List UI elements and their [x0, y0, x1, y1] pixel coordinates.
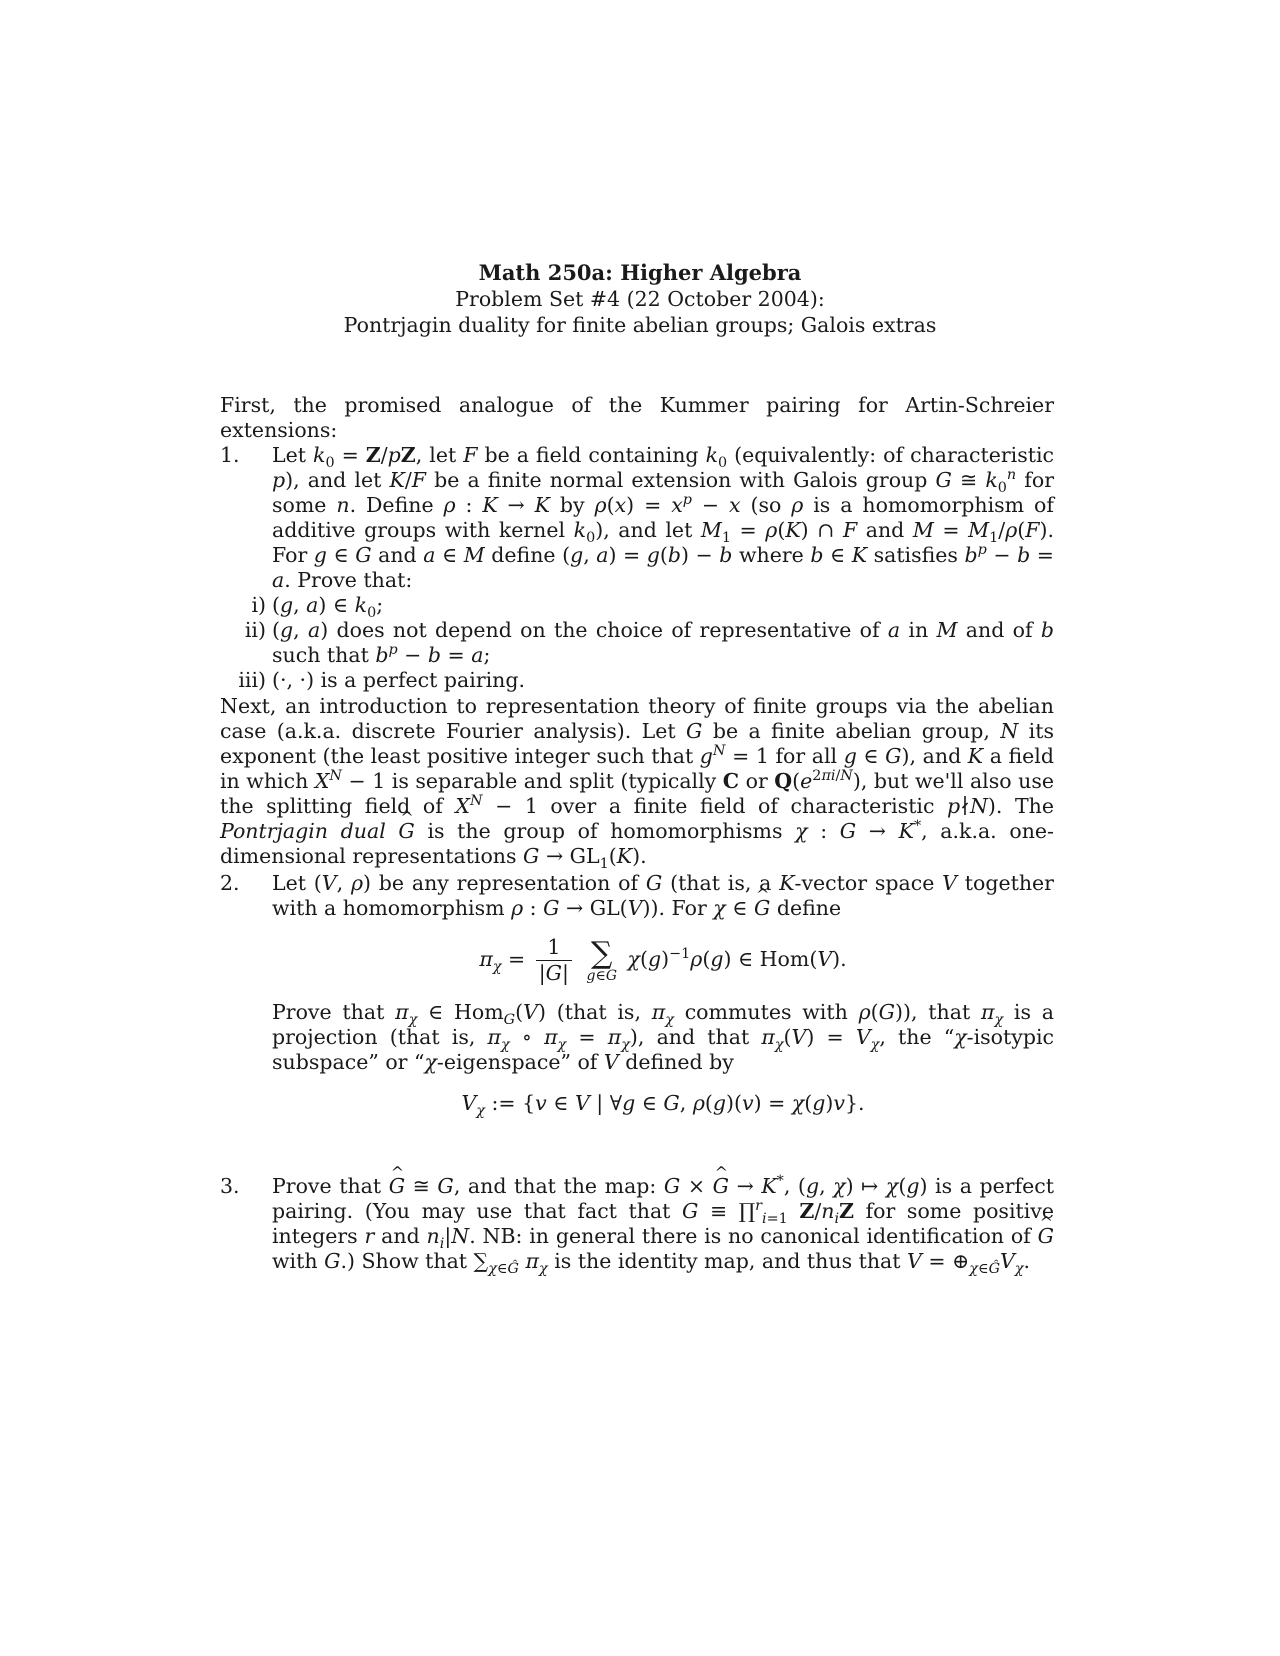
pi-chi-formula: $\pi_\chi$ = $\frac{1}{|G|}$ ∑ g∈G $\chi(g)^{-1}\rho(g)$ ∈ Hom(V). — [479, 935, 847, 985]
representation-intro — [220, 694, 1055, 873]
problem-2-body: 2. Let (V, ρ) be any representation of G (that is, a K-vector space V together with a homomorphism ρ : G → GL(V)). For χ ∈ ^ G define $\pi_\chi$ = $\frac{1}{|G|}$ ∑ g∈G $\chi(g)^{-1}\rho(g)$ ∈ Hom(V). Prove that $\pi_\chi$ ∈ Hom$_G$(V) (that is, $\pi_\chi$ commutes with ρ(G)), that $\pi_\chi$ is a projection (that is, $\pi_\chi$ ∘ $\pi_\chi = \pi_\chi$), and that $\pi_\chi(V) = V_\chi$, the “χ-isotypic subspace” or “χ-eigenspace” of V defined by $V_\chi$ := {v ∈ V | ∀g ∈ G, ρ(g)(v) = χ(g)v}. — [220, 871, 1054, 1116]
part-label: iii) — [238, 668, 266, 692]
problem-3-body: 3. Prove that ^ G ≅ G, and that the map: G × ^ G → K*, (g, χ) ↦ χ(g) is a perfect pairing. (You may use that fact that G ≡ ∏$^r_{i=1}$ $Z/n_iZ$ for some positive integers r and $n_i|N$. NB: in general there is no canonical identification of ^ G with G.) Show that $\sum_{\chi\in Ĝ}$ $\pi_\chi$ is the identity map, and thus that $V = \oplus_{\chi\in Ĝ}V_\chi$. — [220, 1174, 1054, 1274]
problem-number: 2. — [220, 871, 240, 895]
problem-1 — [220, 443, 1054, 693]
part-label: i) — [251, 593, 266, 617]
problem-number: 1. — [220, 443, 240, 467]
problem-number: 3. — [220, 1174, 240, 1198]
problem-set-subtitle: Problem Set #4 (22 October 2004): — [455, 287, 825, 311]
intro-paragraph: First, the promised analogue of the Kummer pairing for Artin-Schreier extensions: — [220, 393, 1054, 442]
representation-paragraph: Next, an introduction to representation theory of finite groups via the abelian case (a.k.a. discrete Fourier analysis). Let G be a finite abelian group, N its exponent (the least positive integer such that $g^N = 1$ for all g ∈ G), and K a field in which $X^N - 1$ is separable and split (typically C or $Q(e^{2\pi i/N})$, but we'll also use the splitting field of $X^N - 1$ over a finite field of characteristic p∤N). The Pontrjagin dual ^ G is the group of homomorphisms χ : G → K*, a.k.a. one-dimensional representations $G \to GL_1(K)$. — [220, 694, 1054, 869]
problem-3 — [220, 1173, 1055, 1278]
problem-1-part-i: i) (g, a) ∈ $k_0$; — [251, 593, 384, 622]
problem-2 — [220, 871, 1054, 1120]
page-title: Math 250a: Higher Algebra — [478, 260, 802, 285]
problem-2-prove: Prove that $\pi_\chi$ ∈ Hom$_G$(V) (that is, $\pi_\chi$ commutes with ρ(G)), that $\pi_\chi$ is a projection (that is, $\pi_\chi$ ∘ $\pi_\chi = \pi_\chi$), and that $\pi_\chi(V) = V_\chi$, the “χ-isotypic subspace” or “χ-eigenspace” of V defined by — [272, 1000, 1054, 1074]
problem-1-body: 1. Let $k_0 = Z/pZ$, let F be a field containing $k_0$ (equivalently: of characteristic p), and let K/F be a finite normal extension with Galois group G ≅ $k_0^n$ for some n. Define ρ : K → K by $\rho(x) = x^p - x$ (so ρ is a homomorphism of additive groups with kernel $k_0$), and let $M_1 = \rho(K)$ ∩ F and $M = M_1/\rho(F)$. For g ∈ G and a ∈ M define (g, a) = g(b) − b where b ∈ K satisfies $b^p - b = a$. Prove that: — [220, 443, 1055, 592]
header — [0, 260, 1280, 338]
topic-subtitle: Pontrjagin duality for finite abelian groups; Galois extras — [343, 313, 937, 337]
intro-section — [220, 393, 1054, 443]
problem-1-part-ii: ii) (g, a) does not depend on the choice of representative of a in M and of b such that $b^p - b = a$; — [244, 618, 1054, 667]
part-label: ii) — [244, 618, 266, 642]
eigenspace-formula: $V_\chi$ := {v ∈ V | ∀g ∈ G, ρ(g)(v) = χ(g)v}. — [461, 1091, 865, 1120]
problem-1-part-iii: iii) (·, ·) is a perfect pairing. — [238, 668, 526, 692]
